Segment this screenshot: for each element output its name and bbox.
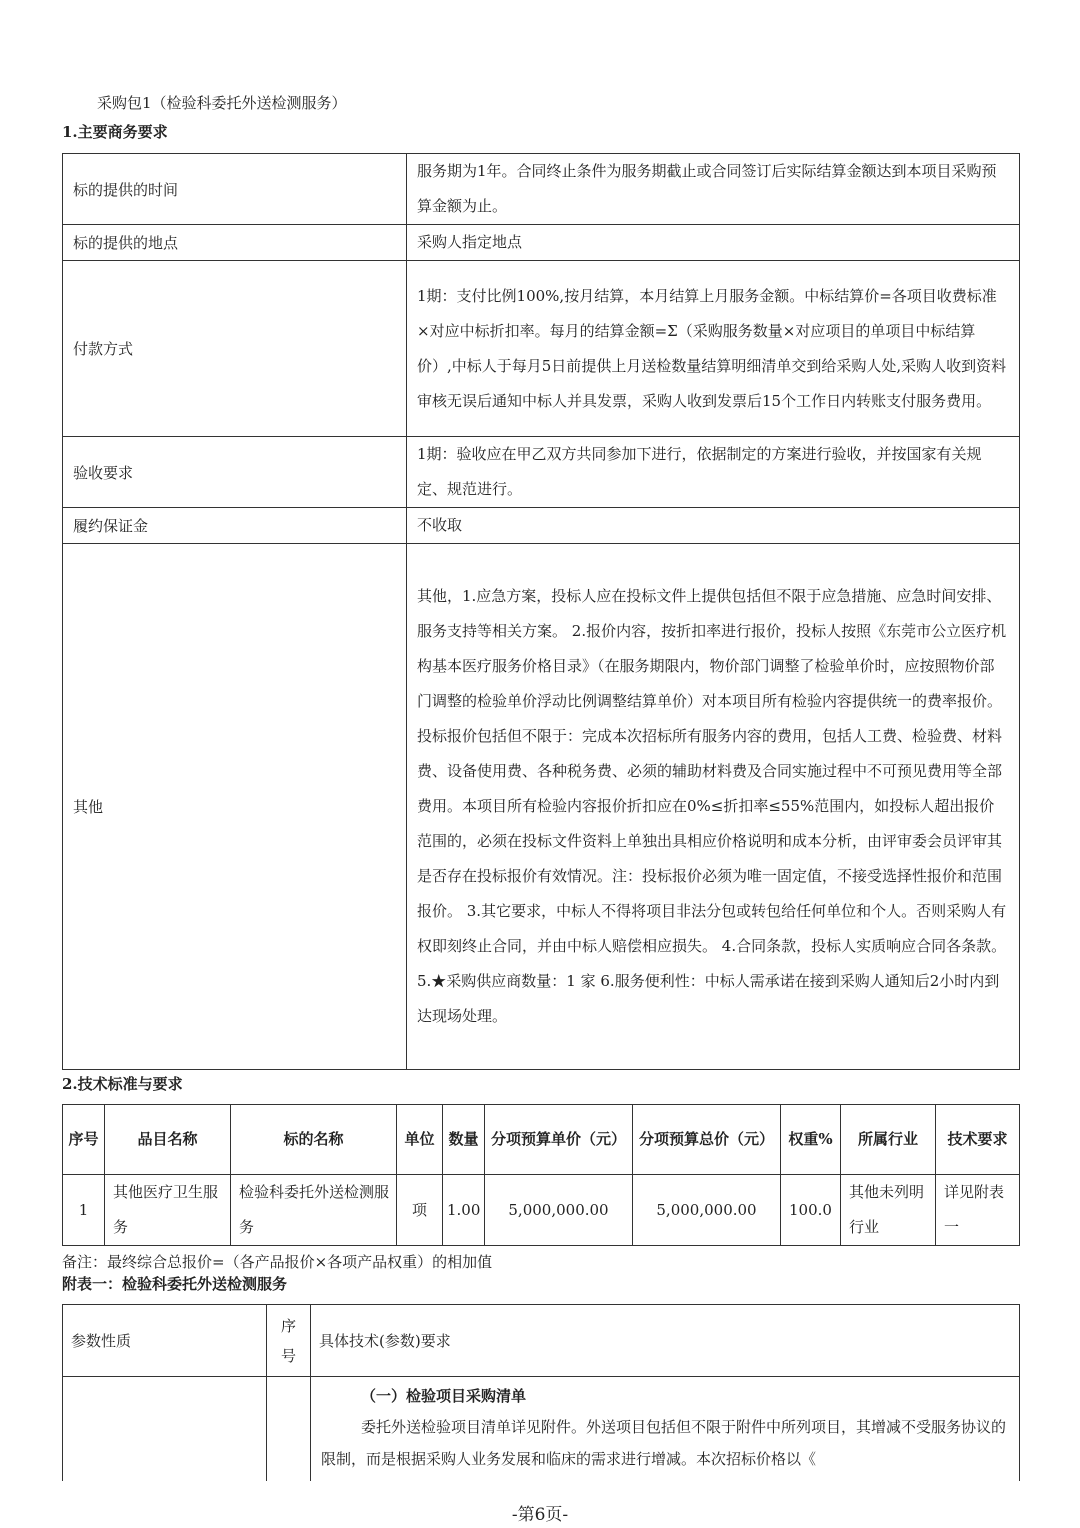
section1-title: 1.主要商务要求 (62, 123, 168, 141)
note-text: 备注：最终综合总报价=（各产品报价×各项产品权重）的相加值 (62, 1253, 493, 1271)
row-label: 验收要求 (63, 437, 407, 508)
table-cell: 项 (397, 1175, 443, 1246)
paragraph: 委托外送检验项目清单详见附件。外送项目包括但不限于附件中所列项目，其增减不受服务协议的限制，而是根据采购人业务发展和临床的需求进行增减。本次招标价格以《 (321, 1418, 1007, 1468)
column-header: 标的名称 (231, 1105, 397, 1175)
table-cell: 检验科委托外送检测服务 (231, 1175, 397, 1246)
row-value: 不收取 (407, 508, 1020, 544)
column-header: 序号 (267, 1305, 311, 1377)
row-label: 其他 (63, 544, 407, 1070)
row-value: 服务期为1年。合同终止条件为服务期截止或合同签订后实际结算金额达到本项目采购预算金额为止。 (407, 154, 1020, 225)
column-header: 品目名称 (105, 1105, 231, 1175)
table-row (63, 437, 1020, 508)
table-cell: 5,000,000.00 (485, 1175, 633, 1246)
column-header: 具体技术(参数)要求 (311, 1305, 1020, 1377)
table-cell (311, 1377, 1020, 1481)
table-cell: 5,000,000.00 (633, 1175, 781, 1246)
table-row (63, 544, 1020, 1070)
table-cell: 详见附表一 (936, 1175, 1020, 1246)
column-header: 单位 (397, 1105, 443, 1175)
table-cell (63, 1377, 267, 1481)
column-header: 权重% (781, 1105, 841, 1175)
row-value: 1期：支付比例100%,按月结算，本月结算上月服务金额。中标结算价=各项目收费标准×对应中标折扣率。每月的结算金额=Σ（采购服务数量×对应项目的单项目中标结算价）,中标人于每月5日前提供上月送检数量结算明细清单交到给采购人处,采购人收到资料审核无误后通知中标人并具发票，采购人收到发票后15个工作日内转账支付服务费用。 (407, 261, 1020, 437)
row-label: 付款方式 (63, 261, 407, 437)
package-title: 采购包1（检验科委托外送检测服务） (97, 94, 347, 112)
appendix-title: 附表一：检验科委托外送检测服务 (62, 1275, 288, 1293)
table-header-row (63, 1305, 1020, 1377)
table-row (63, 508, 1020, 544)
page-number: -第6页- (511, 1505, 569, 1525)
section2-title: 2.技术标准与要求 (62, 1075, 183, 1093)
table-cell: 100.0 (781, 1175, 841, 1246)
column-header: 数量 (443, 1105, 485, 1175)
column-header: 分项预算单价（元） (485, 1105, 633, 1175)
business-requirements-table (62, 153, 1020, 1070)
table-cell: 1 (63, 1175, 105, 1246)
table-cell: 其他未列明行业 (841, 1175, 936, 1246)
row-value: 采购人指定地点 (407, 225, 1020, 261)
table-row (63, 261, 1020, 437)
row-value: 1期：验收应在甲乙双方共同参加下进行，依据制定的方案进行验收，并按国家有关规定、规范进行。 (407, 437, 1020, 508)
appendix-table (62, 1304, 1020, 1481)
table-cell (267, 1377, 311, 1481)
table-row (63, 1377, 1020, 1481)
column-header: 技术要求 (936, 1105, 1020, 1175)
table-row (63, 154, 1020, 225)
column-header: 参数性质 (63, 1305, 267, 1377)
column-header: 分项预算总价（元） (633, 1105, 781, 1175)
sub-heading: （一）检验项目采购清单 (361, 1387, 527, 1405)
row-label: 标的提供的地点 (63, 225, 407, 261)
table-header-row (63, 1105, 1020, 1175)
table-cell: 1.00 (443, 1175, 485, 1246)
column-header: 所属行业 (841, 1105, 936, 1175)
table-row (63, 225, 1020, 261)
row-value: 其他，1.应急方案，投标人应在投标文件上提供包括但不限于应急措施、应急时间安排、服务支持等相关方案。 2.报价内容，按折扣率进行报价，投标人按照《东莞市公立医疗机构基本医疗服务价格目录》（在服务期限内，物价部门调整了检验单价时，应按照物价部门调整的检验单价浮动比例调整结算单价）对本项目所有检验内容提供统一的费率报价。投标报价包括但不限于：完成本次招标所有服务内容的费用，包括人工费、检验费、材料费、设备使用费、各种税务费、必须的辅助材料费及合同实施过程中不可预见费用等全部费用。本项目所有检验内容报价折扣应在0%≤折扣率≤55%范围内，如投标人超出报价范围的，必须在投标文件资料上单独出具相应价格说明和成本分析，由评审委会员评审其是否存在投标报价有效情况。注：投标报价必须为唯一固定值，不接受选择性报价和范围报价。 3.其它要求，中标人不得将项目非法分包或转包给任何单位和个人。否则采购人有权即刻终止合同，并由中标人赔偿相应损失。 4.合同条款，投标人实质响应合同各条款。 5.★采购供应商数量：1 家 6.服务便利性：中标人需承诺在接到采购人通知后2小时内到达现场处理。 (407, 544, 1020, 1070)
table-cell: 其他医疗卫生服务 (105, 1175, 231, 1246)
technical-standards-table (62, 1104, 1020, 1246)
row-label: 履约保证金 (63, 508, 407, 544)
row-label: 标的提供的时间 (63, 154, 407, 225)
column-header: 序号 (63, 1105, 105, 1175)
table-row (63, 1175, 1020, 1246)
